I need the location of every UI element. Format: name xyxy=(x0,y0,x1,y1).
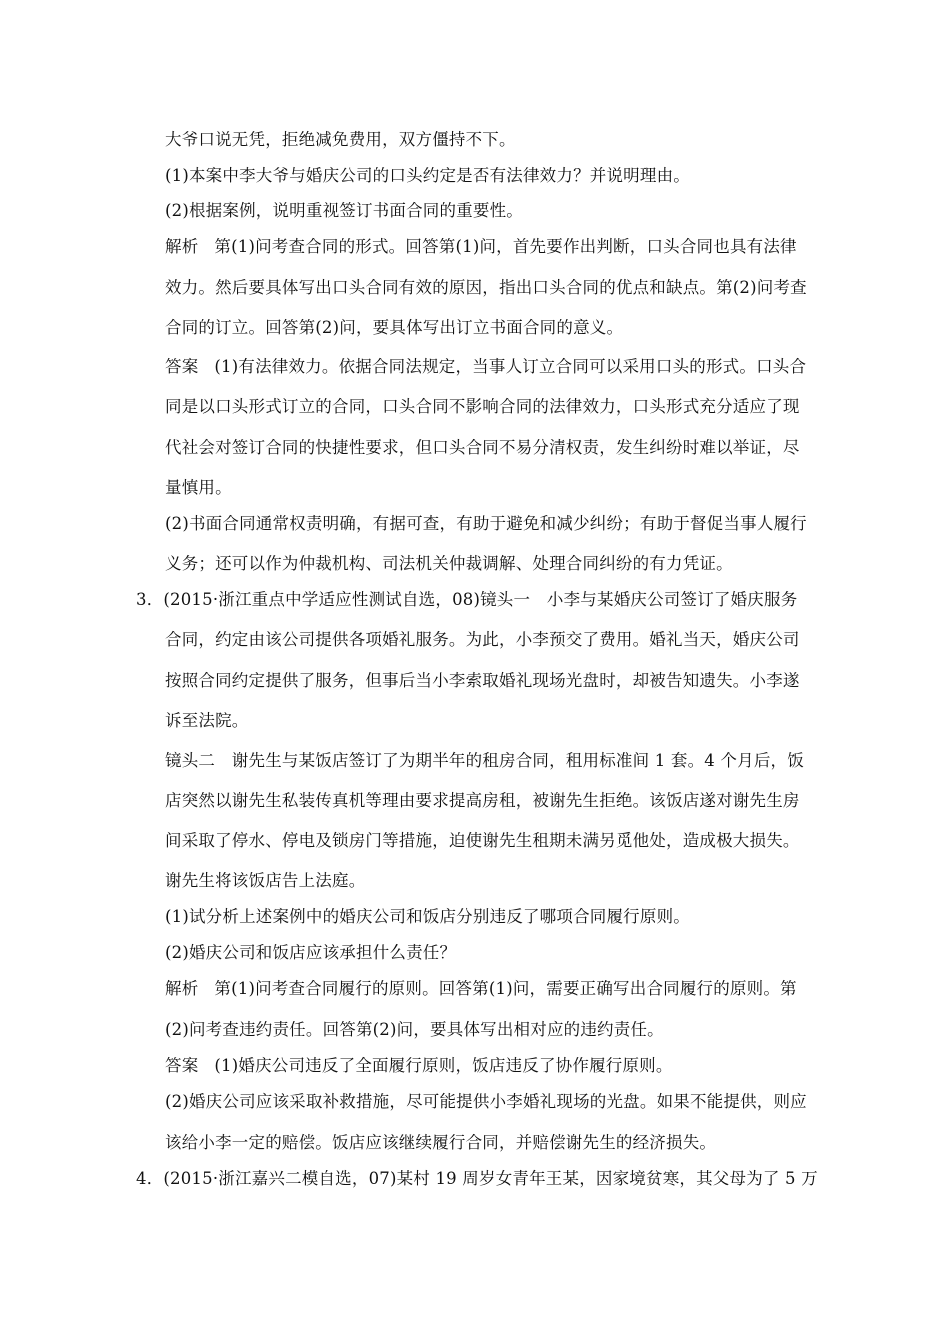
answer-label: 答案 xyxy=(165,1056,199,1075)
analysis-line: 解析 第(1)问考查合同的形式。回答第(1)问，首先要作出判断，口头合同也具有法律 xyxy=(165,237,797,256)
text-line: 谢先生将该饭店告上法庭。 xyxy=(165,871,366,890)
question-2: (2)婚庆公司和饭店应该承担什么责任？ xyxy=(165,943,457,962)
text-line: 该给小李一定的赔偿。饭店应该继续履行合同，并赔偿谢先生的经济损失。 xyxy=(165,1133,717,1152)
analysis-line: 解析 第(1)问考查合同履行的原则。回答第(1)问，需要正确写出合同履行的原则。第 xyxy=(165,979,797,998)
text-line: 代社会对签订合同的快捷性要求，但口头合同不易分清权责，发生纠纷时难以举证，尽 xyxy=(165,438,800,457)
analysis-label: 解析 xyxy=(165,979,199,998)
text-line: (2)书面合同通常权责明确，有据可查，有助于避免和减少纠纷；有助于督促当事人履行 xyxy=(165,514,807,533)
text-line: 店突然以谢先生私装传真机等理由要求提高房租，被谢先生拒绝。该饭店遂对谢先生房 xyxy=(165,791,800,810)
text-line: 同是以口头形式订立的合同，口头合同不影响合同的法律效力，口头形式充分适应了现 xyxy=(165,397,800,416)
text-line: (2)婚庆公司应该采取补救措施，尽可能提供小李婚礼现场的光盘。如果不能提供，则应 xyxy=(165,1092,807,1111)
answer-line: 答案 (1)婚庆公司违反了全面履行原则，饭店违反了协作履行原则。 xyxy=(165,1056,673,1075)
question-1: (1)本案中李大爷与婚庆公司的口头约定是否有法律效力？并说明理由。 xyxy=(165,166,690,185)
analysis-label: 解析 xyxy=(165,237,199,256)
problem-4-line: 4．(2015·浙江嘉兴二模自选，07)某村 19 周岁女青年王某，因家境贫寒，其父母为了 5 万 xyxy=(136,1169,818,1188)
text-line: 按照合同约定提供了服务，但事后当小李索取婚礼现场光盘时，却被告知遗失。小李遂 xyxy=(165,671,800,690)
text-line: 义务；还可以作为仲裁机构、司法机关仲裁调解、处理合同纠纷的有力凭证。 xyxy=(165,554,733,573)
text-line: 合同，约定由该公司提供各项婚礼服务。为此，小李预交了费用。婚礼当天，婚庆公司 xyxy=(165,630,800,649)
text-line: 量慎用。 xyxy=(165,478,232,497)
text-line: 合同的订立。回答第(2)问，要具体写出订立书面合同的意义。 xyxy=(165,318,624,337)
text-line: 效力。然后要具体写出口头合同有效的原因，指出口头合同的优点和缺点。第(2)问考查 xyxy=(165,278,807,297)
question-2: (2)根据案例，说明重视签订书面合同的重要性。 xyxy=(165,201,523,220)
text-line: (2)问考查违约责任。回答第(2)问，要具体写出相对应的违约责任。 xyxy=(165,1020,664,1039)
text-line: 大爷口说无凭，拒绝减免费用，双方僵持不下。 xyxy=(165,130,516,149)
text-line: 镜头二 谢先生与某饭店签订了为期半年的租房合同，租用标准间 1 套。4 个月后，饭 xyxy=(165,751,804,770)
answer-label: 答案 xyxy=(165,357,199,376)
text-line: 间采取了停水、停电及锁房门等措施，迫使谢先生租期未满另觅他处，造成极大损失。 xyxy=(165,831,800,850)
text-line: 诉至法院。 xyxy=(165,711,249,730)
problem-3-line: 3．(2015·浙江重点中学适应性测试自选，08)镜头一 小李与某婚庆公司签订了婚庆服务 xyxy=(136,590,798,609)
question-1: (1)试分析上述案例中的婚庆公司和饭店分别违反了哪项合同履行原则。 xyxy=(165,907,690,926)
answer-line: 答案 (1)有法律效力。依据合同法规定，当事人订立合同可以采用口头的形式。口头合 xyxy=(165,357,807,376)
